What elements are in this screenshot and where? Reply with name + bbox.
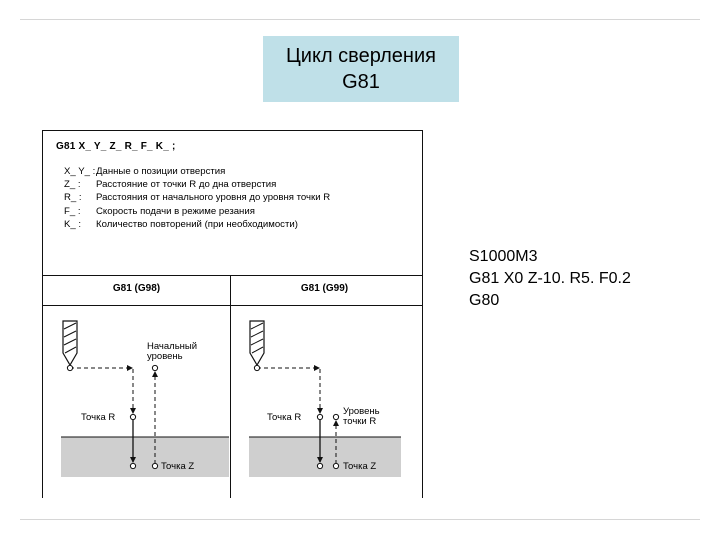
param-desc: Данные о позиции отверстия <box>96 166 226 177</box>
initial-level-label-2: уровень <box>147 351 183 362</box>
param-key: X_ Y_ : <box>64 166 96 177</box>
param-key: R_ : <box>64 192 82 204</box>
point-r-label: Точка R <box>267 412 302 423</box>
param-desc: Количество повторений (при необходимости) <box>96 218 298 230</box>
g81-cycle-figure <box>42 130 423 498</box>
return-bottom-marker <box>333 463 338 468</box>
example-program <box>469 246 631 312</box>
point-z-marker <box>130 463 135 468</box>
title-line-1: Цикл сверления <box>286 45 436 67</box>
initial-level-label-1: Начальный <box>147 341 198 352</box>
workpiece-material <box>249 437 401 477</box>
code-line: G80 <box>469 292 500 309</box>
param-desc: Расстояние от точки R до дна отверстия <box>96 179 277 191</box>
top-divider <box>20 19 700 20</box>
diagram-g98 <box>61 321 229 477</box>
start-point <box>254 365 259 370</box>
point-r-label: Точка R <box>81 412 116 423</box>
code-line: G81 X0 Z-10. R5. F0.2 <box>469 270 631 287</box>
r-level-marker <box>333 414 338 419</box>
bottom-divider <box>20 519 700 520</box>
code-line: S1000M3 <box>469 248 538 265</box>
param-desc: Расстояния от начального уровня до уровня точки R <box>96 192 331 204</box>
param-key: F_ : <box>64 205 81 217</box>
point-r-marker <box>317 414 322 419</box>
start-point <box>67 365 72 370</box>
point-r-marker <box>130 414 135 419</box>
param-key: Z_ : <box>64 179 81 191</box>
workpiece-material <box>61 437 229 477</box>
drill-bit-icon <box>63 321 77 365</box>
return-bottom-marker <box>152 463 157 468</box>
point-z-label: Точка Z <box>343 461 377 472</box>
point-z-label: Точка Z <box>161 461 195 472</box>
r-level-label-1: Уровень <box>343 406 380 417</box>
param-key: K_ : <box>64 218 82 230</box>
cycle-diagrams <box>43 131 422 499</box>
point-z-marker <box>317 463 322 468</box>
command-syntax: G81 X_ Y_ Z_ R_ F_ K_ ; <box>56 141 176 152</box>
slide-title <box>263 36 459 102</box>
header-g98: G81 (G98) <box>112 283 161 294</box>
title-line-2: G81 <box>342 71 380 93</box>
diagram-g99 <box>249 321 401 477</box>
initial-level-marker <box>152 365 157 370</box>
param-desc: Скорость подачи в режиме резания <box>96 205 255 217</box>
header-g99: G81 (G99) <box>300 283 349 294</box>
r-level-label-2: точки R <box>343 416 377 427</box>
drill-bit-icon <box>250 321 264 365</box>
